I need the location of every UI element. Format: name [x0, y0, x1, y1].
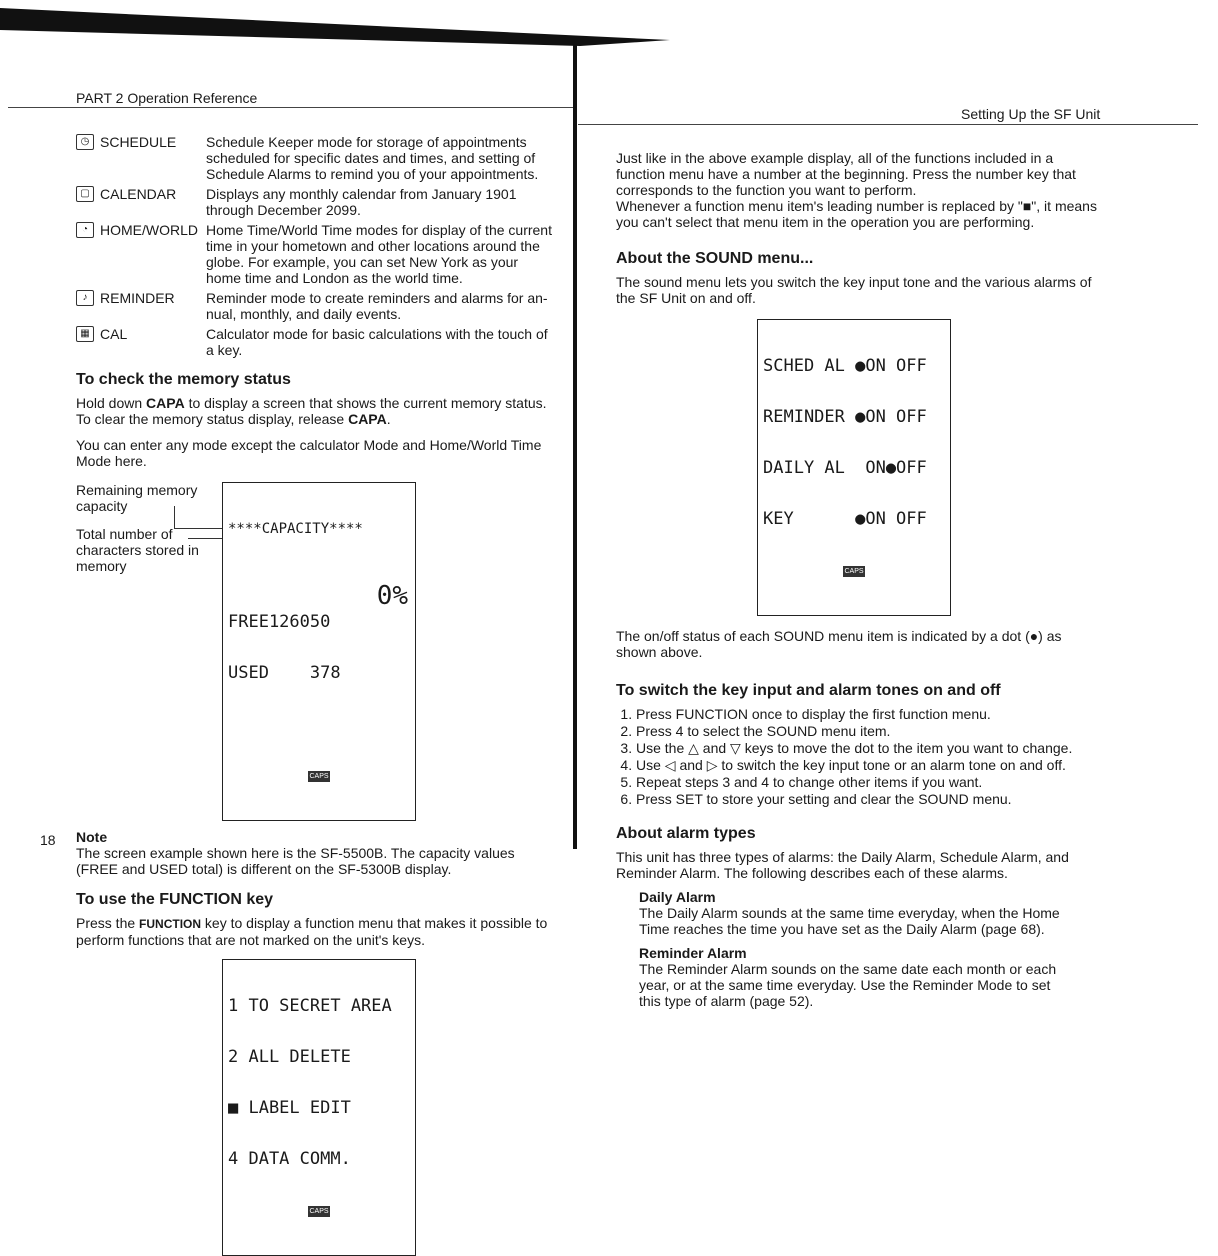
- function-key: FUNCTION: [139, 917, 202, 931]
- note-text: The screen example shown here is the SF-5500B. The capacity values (FREE and USED total) is different on the SF-5300B display.: [76, 845, 515, 877]
- memory-section: [76, 370, 556, 472]
- clock-icon: ◷: [76, 134, 94, 150]
- lcd-used: USED 378: [228, 663, 341, 683]
- mode-name: SCHEDULE: [100, 134, 177, 150]
- callout-line: [174, 506, 175, 528]
- caps-indicator: CAPS: [844, 568, 864, 575]
- switch-section: [616, 681, 1102, 808]
- step-item: 1. Press FUNCTION once to display the first function menu.: [636, 706, 1102, 722]
- page-number: 18: [40, 832, 56, 848]
- sound-section: [616, 249, 1102, 309]
- intro-paragraph: Just like in the above example display, all of the functions included in a function menu have a number at the beginning. Press the number key that corresponds to the function you want to perform.: [616, 150, 1076, 198]
- capacity-figure: [76, 482, 556, 821]
- left-column: [76, 134, 556, 1256]
- function-heading: To use the FUNCTION key: [76, 891, 274, 908]
- caps-indicator: CAPS: [309, 773, 329, 780]
- mode-key: [76, 222, 206, 286]
- switch-heading: To switch the key input and alarm tones on and off: [616, 682, 1001, 699]
- mode-key: [76, 186, 206, 218]
- intro-section: [616, 150, 1102, 233]
- lcd-line: 1 TO SECRET AREA: [228, 996, 392, 1016]
- lcd-free: FREE126050: [228, 612, 331, 632]
- mode-name: CALENDAR: [100, 186, 177, 202]
- calendar-icon: ▢: [76, 186, 94, 202]
- capa-key: CAPA: [348, 411, 387, 427]
- sound-lcd: [757, 319, 951, 616]
- top-black-band: [0, 0, 680, 50]
- alarm-heading: About alarm types: [616, 825, 756, 842]
- mode-list: [76, 134, 556, 362]
- function-lcd: [222, 959, 416, 1256]
- lcd-line: 4 DATA COMM.: [228, 1149, 351, 1169]
- label-remaining-memory: Remaining memory capacity: [76, 482, 198, 514]
- function-section: [76, 890, 556, 951]
- note-title: Note: [76, 829, 108, 845]
- caps-indicator: CAPS: [309, 1208, 329, 1215]
- mode-name: REMINDER: [100, 290, 175, 306]
- mode-description: Displays any monthly calendar from January 1901 through December 2099.: [206, 186, 517, 218]
- callout-line: [188, 538, 222, 539]
- alarm-paragraph: This unit has three types of alarms: the Daily Alarm, Schedule Alarm, and Reminder Alarm. The following describes each of these alarms.: [616, 849, 1069, 881]
- reminder-alarm-text: The Reminder Alarm sounds on the same date each month or each year, or at the same time everyday. Use the Reminder Mode to set this type of alarm (page 52).: [639, 961, 1057, 1009]
- function-paragraph: [76, 915, 556, 948]
- reminder-alarm-title: Reminder Alarm: [639, 945, 747, 961]
- calculator-icon: ▦: [76, 326, 94, 342]
- mode-description: Calculator mode for basic calculations with the touch of a key.: [206, 326, 548, 358]
- sound-heading: About the SOUND menu...: [616, 250, 814, 267]
- daily-alarm-title: Daily Alarm: [639, 889, 716, 905]
- lcd-line: SCHED AL ●ON OFF: [763, 356, 927, 376]
- lcd-line: KEY ●ON OFF: [763, 509, 927, 529]
- lcd-line: ■ LABEL EDIT: [228, 1098, 351, 1118]
- memory-mode-paragraph: You can enter any mode except the calculator Mode and Home/World Time Mode here.: [76, 437, 542, 469]
- mode-description: Home Time/World Time modes for display of the current time in your hometown and other locations around the globe. For example, you can set New York as your home time and London as the world time.: [206, 222, 552, 286]
- alarm-types: [616, 889, 1076, 1009]
- callout-line: [174, 528, 222, 529]
- text: Hold down: [76, 395, 147, 411]
- memory-paragraph: [76, 395, 556, 427]
- mode-key: [76, 290, 206, 322]
- mode-key: [76, 326, 206, 358]
- globe-icon: ◔: [76, 222, 94, 238]
- lcd-line: 2 ALL DELETE: [228, 1047, 351, 1067]
- text: to display a screen that shows the current memory status. To clear the memory status display, release: [76, 395, 547, 427]
- sound-status-text: The on/off status of each SOUND menu item is indicated by a dot (●) as shown above.: [616, 628, 1062, 660]
- text: .: [386, 411, 391, 427]
- lcd-line: REMINDER ●ON OFF: [763, 407, 927, 427]
- step-item: 6. Press SET to store your setting and clear the SOUND menu.: [636, 791, 1102, 807]
- lcd-line: DAILY AL ON●OFF: [763, 458, 927, 478]
- mode-name: HOME/WORLD: [100, 222, 198, 238]
- mode-description: Reminder mode to create reminders and alarms for an-nual, monthly, and daily events.: [206, 290, 548, 322]
- mode-key: [76, 134, 206, 182]
- note-section: [76, 829, 556, 880]
- reminder-icon: ♪: [76, 290, 94, 306]
- page-spine: [573, 40, 577, 849]
- step-item: 2. Press 4 to select the SOUND menu item.: [636, 723, 1102, 739]
- daily-alarm-text: The Daily Alarm sounds at the same time everyday, when the Home Time reaches the time you have set as the Daily Alarm (page 68).: [639, 905, 1060, 937]
- mode-row: [76, 186, 556, 218]
- intro-paragraph-2: Whenever a function menu item's leading number is replaced by "■", it means you can't select that menu item in the operation you are performing.: [616, 198, 1097, 230]
- alarm-section: [616, 824, 1102, 1012]
- mode-row: [76, 134, 556, 182]
- mode-row: [76, 222, 556, 286]
- mode-name: CAL: [100, 326, 128, 342]
- lcd-line: ****CAPACITY****: [228, 521, 363, 537]
- capa-key: CAPA: [146, 395, 185, 411]
- lcd-percent: 0%: [376, 581, 408, 611]
- right-running-header: Setting Up the SF Unit: [961, 106, 1101, 122]
- label-total-characters: Total number of characters stored in memory: [76, 526, 199, 574]
- mode-row: [76, 326, 556, 358]
- capacity-lcd: [222, 482, 416, 821]
- text: key to display a function menu that makes it possible to perform functions that are not marked on the unit's keys.: [76, 915, 548, 948]
- mode-row: [76, 290, 556, 322]
- right-column: [616, 150, 1102, 1012]
- sound-paragraph: The sound menu lets you switch the key input tone and the various alarms of the SF Unit on and off.: [616, 274, 1092, 306]
- step-item: 3. Use the △ and ▽ keys to move the dot to the item you want to change.: [636, 740, 1102, 756]
- memory-heading: To check the memory status: [76, 371, 291, 388]
- step-item: 5. Repeat steps 3 and 4 to change other items if you want.: [636, 774, 1102, 790]
- text: Press the: [76, 915, 140, 931]
- step-item: 4. Use ◁ and ▷ to switch the key input tone or an alarm tone on and off.: [636, 757, 1102, 773]
- mode-description: Schedule Keeper mode for storage of appointments scheduled for specific dates and times, and setting of Schedule Alarms to remind you of your appointments.: [206, 134, 539, 182]
- left-header-rule: [8, 107, 573, 108]
- right-header-rule: [578, 124, 1198, 125]
- steps-list: [616, 706, 1102, 807]
- left-running-header: PART 2 Operation Reference: [76, 90, 258, 106]
- figure-labels: [76, 482, 204, 821]
